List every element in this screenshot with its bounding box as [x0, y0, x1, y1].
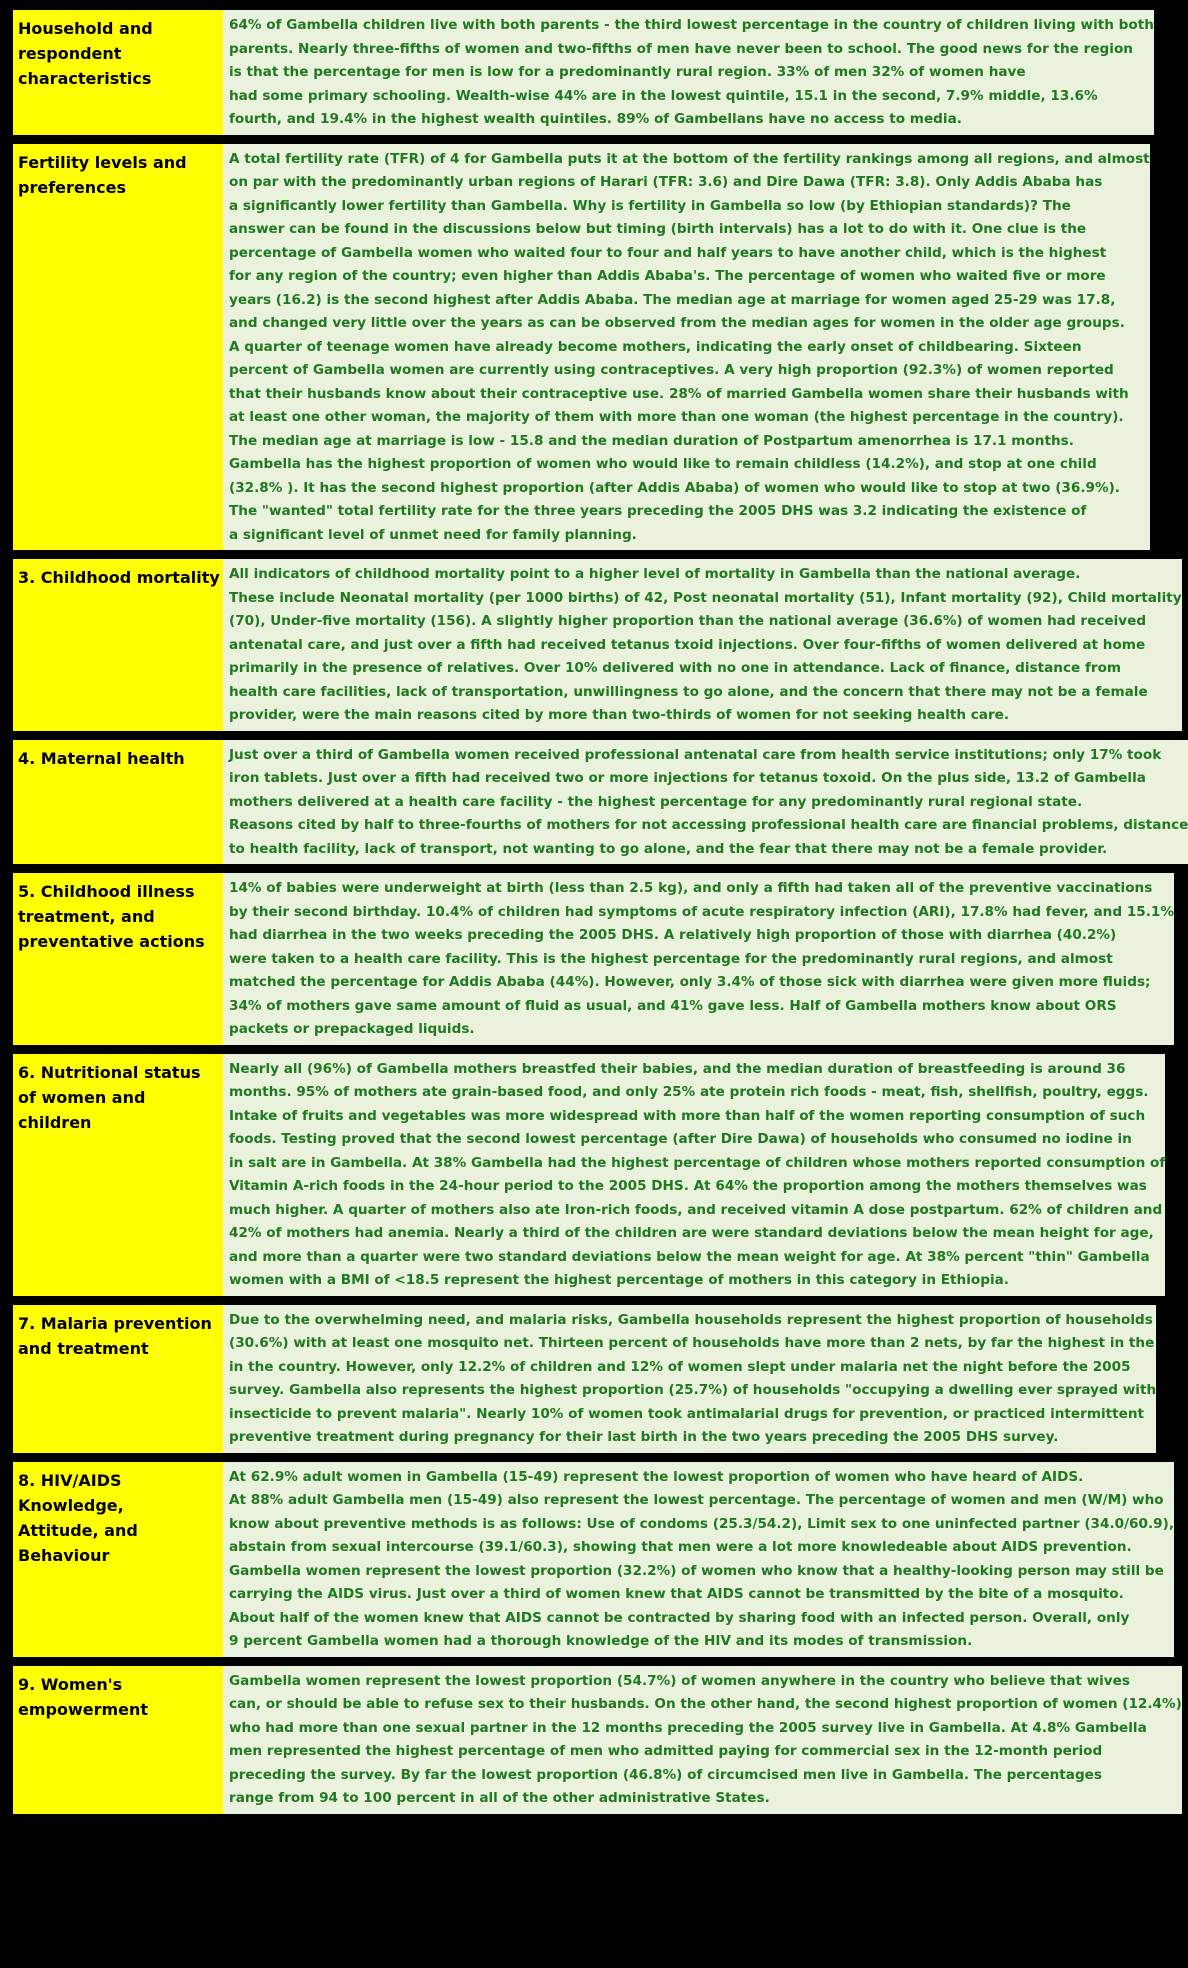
section-body — [223, 1054, 1165, 1296]
section-body — [223, 740, 1188, 865]
body-line: All indicators of childhood mortality point to a higher level of mortality in Gambella than the national average. — [229, 566, 1081, 582]
body-line: had diarrhea in the two weeks preceding the 2005 DHS. A relatively high proportion of those with diarrhea (40.2%) — [229, 927, 1117, 943]
table-row — [13, 10, 1154, 135]
body-line: foods. Testing proved that the second lowest percentage (after Dire Dawa) of households who consumed no iodine in — [229, 1131, 1132, 1147]
section-body — [223, 559, 1182, 731]
body-line: Due to the overwhelming need, and malaria risks, Gambella households represent the highest proportion of households — [229, 1311, 1153, 1328]
body-line: answer can be found in the discussions below but timing (birth intervals) has a lot to do with it. One clue is the — [229, 221, 1087, 237]
body-line: About half of the women knew that AIDS cannot be contracted by sharing food with an infected person. Overall, only — [229, 1609, 1130, 1626]
body-line: At 62.9% adult women in Gambella (15-49) represent the lowest proportion of women who have heard of AIDS. — [229, 1468, 1084, 1485]
body-line: were taken to a health care facility. This is the highest percentage for the predominantly rural regions, and almost — [229, 950, 1113, 967]
body-line: (32.8% ). It has the second highest proportion (after Addis Ababa) of women who would like to stop at two (36.9%). — [229, 479, 1120, 496]
table-row — [13, 873, 1174, 1045]
table-row — [13, 1305, 1157, 1453]
body-line: fourth, and 19.4% in the highest wealth quintiles. 89% of Gambellans have no access to media. — [229, 111, 962, 127]
body-line: A quarter of teenage women have already become mothers, indicating the early onset of childbearing. Sixteen — [229, 338, 1082, 355]
body-line: preceding the survey. By far the lowest proportion (46.8%) of circumcised men live in Gambella. The percentages — [229, 1766, 1102, 1783]
body-line: know about preventive methods is as follows: Use of condoms (25.3/54.2), Limit sex to one uninfected partner (34.0/60.9), — [229, 1515, 1174, 1532]
body-line: insecticide to prevent malaria". Nearly 10% of women took antimalarial drugs for prevention, or practiced intermittent — [229, 1405, 1145, 1422]
body-line: Gambella women represent the lowest proportion (54.7%) of women anywhere in the country who believe that wives — [229, 1672, 1130, 1689]
body-line: can, or should be able to refuse sex to their husbands. On the other hand, the second highest proportion of women (12.4%) — [229, 1696, 1182, 1712]
section-heading: 7. Malaria prevention and treatment — [18, 1313, 212, 1358]
table-row — [13, 1054, 1166, 1296]
body-line: These include Neonatal mortality (per 1000 births) of 42, Post neonatal mortality (51), Infant mortality (92), Child mortality — [229, 589, 1182, 606]
table-row — [13, 1666, 1182, 1814]
body-line: by their second birthday. 10.4% of children had symptoms of acute respiratory infection (ARI), 17.8% had fever, and 15.1% — [229, 903, 1174, 920]
body-line: (70), Under-five mortality (156). A slightly higher proportion than the national average (36.6%) of women had received — [229, 613, 1147, 629]
body-line: months. 95% of mothers ate grain-based food, and only 25% ate protein rich foods - meat, fish, shellfish, poultry, eggs. — [229, 1084, 1149, 1100]
section-body — [223, 1305, 1156, 1453]
body-line: health care facilities, lack of transportation, unwillingness to go alone, and the concern that there may not be a female — [229, 683, 1148, 700]
body-line: range from 94 to 100 percent in all of the other administrative States. — [229, 1790, 770, 1806]
body-line: Reasons cited by half to three-fourths of mothers for not accessing professional health care are financial problems, distance — [229, 817, 1188, 833]
body-line: survey. Gambella also represents the highest proportion (25.7%) of households "occupying a dwelling ever sprayed with — [229, 1382, 1157, 1398]
body-line: in the country. However, only 12.2% of children and 12% of women slept under malaria net the night before the 2005 — [229, 1358, 1131, 1375]
body-line: The "wanted" total fertility rate for the three years preceding the 2005 DHS was 3.2 indicating the existence of — [229, 503, 1087, 519]
body-line: Gambella women represent the lowest proportion (32.2%) of women who know that a healthy-looking person may still be — [229, 1562, 1164, 1579]
body-line: Nearly all (96%) of Gambella mothers breastfed their babies, and the median duration of breastfeeding is around 36 — [229, 1060, 1126, 1077]
body-line: At 88% adult Gambella men (15-49) also represent the lowest percentage. The percentage of women and men (W/M) who — [229, 1492, 1164, 1508]
table-row — [13, 1462, 1174, 1657]
body-line: Intake of fruits and vegetables was more widespread with more than half of the women reporting consumption of such — [229, 1107, 1146, 1124]
body-line: percentage of Gambella women who waited four to four and half years to have another child, which is the highest — [229, 244, 1107, 261]
body-line: and changed very little over the years as can be observed from the median ages for women in the older age groups. — [229, 315, 1125, 331]
table-row — [13, 559, 1182, 731]
body-line: much higher. A quarter of mothers also ate Iron-rich foods, and received vitamin A dose postpartum. 62% of children and — [229, 1201, 1163, 1218]
body-line: 64% of Gambella children live with both parents - the third lowest percentage in the country of children living with both — [229, 17, 1154, 33]
body-line: in salt are in Gambella. At 38% Gambella had the highest percentage of children whose mothers reported consumption of — [229, 1154, 1166, 1171]
section-heading: Fertility levels and preferences — [18, 152, 187, 197]
body-line: that their husbands know about their contraceptive use. 28% of married Gambella women share their husbands with — [229, 385, 1129, 402]
body-line: on par with the predominantly urban regions of Harari (TFR: 3.6) and Dire Dawa (TFR: 3.8). Only Addis Ababa has — [229, 174, 1103, 190]
section-heading: 8. HIV/AIDS Knowledge, Attitude, and Behaviour — [18, 1470, 138, 1565]
body-line: Gambella has the highest proportion of women who would like to remain childless (14.2%), and stop at one child — [229, 456, 1097, 472]
body-line: Vitamin A-rich foods in the 24-hour period to the 2005 DHS. At 64% the proportion among the mothers themselves was — [229, 1178, 1147, 1194]
body-line: a significantly lower fertility than Gambella. Why is fertility in Gambella so low (by Ethiopian standards)? The — [229, 197, 1071, 214]
section-body — [223, 1462, 1174, 1657]
body-line: is that the percentage for men is low for a predominantly rural region. 33% of men 32% of women have — [229, 64, 1026, 80]
body-line: a significant level of unmet need for family planning. — [229, 526, 637, 543]
body-line: 9 percent Gambella women had a thorough knowledge of the HIV and its modes of transmission. — [229, 1633, 973, 1649]
body-line: parents. Nearly three-fifths of women and two-fifths of men have never been to school. The good news for the region — [229, 40, 1133, 57]
body-line: men represented the highest percentage of men who admitted paying for commercial sex in the 12-month period — [229, 1743, 1103, 1759]
body-line: antenatal care, and just over a fifth had received tetanus txoid injections. Over four-fifths of women delivered at home — [229, 636, 1146, 653]
body-line: 34% of mothers gave same amount of fluid as usual, and 41% gave less. Half of Gambella mothers know about ORS — [229, 997, 1117, 1014]
section-heading: 5. Childhood illness treatment, and preventative actions — [18, 882, 205, 951]
body-line: at least one other woman, the majority of them with more than one woman (the highest percentage in the country). — [229, 409, 1124, 425]
body-line: carrying the AIDS virus. Just over a third of women knew that AIDS cannot be transmitted by the bite of a mosquito. — [229, 1586, 1124, 1602]
body-line: matched the percentage for Addis Ababa (44%). However, only 3.4% of those sick with diarrhea were given more fluids; — [229, 974, 1151, 990]
section-heading: 6. Nutritional status of women and children — [18, 1062, 201, 1132]
body-line: women with a BMI of <18.5 represent the highest percentage of mothers in this category in Ethiopia. — [229, 1272, 1009, 1288]
body-line: abstain from sexual intercourse (39.1/60.3), showing that men were a lot more knowledeable about AIDS prevention. — [229, 1539, 1132, 1555]
section-body — [223, 1666, 1182, 1814]
table-row — [13, 144, 1150, 551]
section-body — [223, 873, 1174, 1045]
body-line: packets or prepackaged liquids. — [229, 1021, 475, 1037]
body-line: years (16.2) is the second highest after Addis Ababa. The median age at marriage for women aged 25-29 was 17.8, — [229, 291, 1116, 308]
section-heading: 4. Maternal health — [18, 748, 185, 768]
section-heading: 9. Women's empowerment — [18, 1674, 149, 1719]
body-line: (30.6%) with at least one mosquito net. Thirteen percent of households have more than 2 nets, by far the highest in the — [229, 1335, 1155, 1351]
table-row — [13, 740, 1188, 865]
body-line: to health facility, lack of transport, not wanting to go alone, and the fear that there may not be a female provider. — [229, 840, 1108, 857]
body-line: primarily in the presence of relatives. Over 10% delivered with no one in attendance. Lack of finance, distance from — [229, 660, 1122, 676]
body-line: and more than a quarter were two standard deviations below the mean weight for age. At 38% percent "thin" Gambella — [229, 1248, 1150, 1265]
section-body — [223, 10, 1154, 135]
body-line: percent of Gambella women are currently using contraceptives. A very high proportion (92.3%) of women reported — [229, 362, 1114, 378]
body-line: preventive treatment during pregnancy for their last birth in the two years preceding the 2005 DHS survey. — [229, 1429, 1059, 1445]
section-heading: Household and respondent characteristics — [18, 19, 153, 88]
body-line: 14% of babies were underweight at birth (less than 2.5 kg), and only a fifth had taken all of the preventive vaccinations — [229, 880, 1153, 896]
body-line: 42% of mothers had anemia. Nearly a third of the children are were standard deviations below the mean height for age, — [229, 1225, 1154, 1241]
section-body — [223, 144, 1150, 551]
body-line: Just over a third of Gambella women received professional antenatal care from health service institutions; only 17% took — [229, 746, 1162, 763]
body-line: for any region of the country; even higher than Addis Ababa's. The percentage of women who waited five or more — [229, 268, 1106, 284]
body-line: A total fertility rate (TFR) of 4 for Gambella puts it at the bottom of the fertility rankings among all regions, and almost — [229, 150, 1150, 167]
body-line: had some primary schooling. Wealth-wise 44% are in the lowest quintile, 15.1 in the second, 7.9% middle, 13.6% — [229, 87, 1098, 104]
body-line: The median age at marriage is low - 15.8 and the median duration of Postpartum amenorrhea is 17.1 months. — [229, 432, 1074, 449]
summary-table — [13, 10, 1188, 1823]
body-line: who had more than one sexual partner in the 12 months preceding the 2005 survey live in Gambella. At 4.8% Gambella — [229, 1719, 1147, 1736]
body-line: iron tablets. Just over a fifth had received two or more injections for tetanus toxoid. On the plus side, 13.2 of Gambella — [229, 770, 1146, 786]
section-heading: 3. Childhood mortality — [18, 568, 220, 587]
body-line: mothers delivered at a health care facility - the highest percentage for any predominantly rural regional state. — [229, 793, 1083, 810]
body-line: provider, were the main reasons cited by more than two-thirds of women for not seeking health care. — [229, 707, 1010, 723]
